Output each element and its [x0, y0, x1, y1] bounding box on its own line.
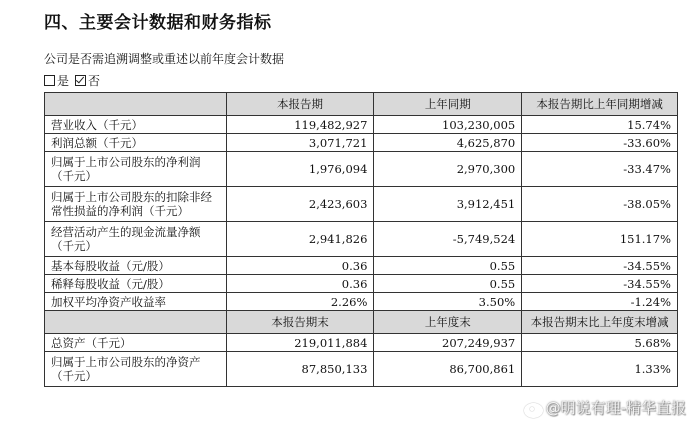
current-value: 0.36 — [226, 257, 374, 275]
current-value: 2.26% — [226, 293, 374, 311]
prior-value: 0.55 — [374, 257, 522, 275]
change-value: -34.55% — [522, 275, 678, 293]
prior-value: 207,249,937 — [374, 334, 522, 352]
table-row — [45, 152, 678, 187]
change-value: 5.68% — [522, 334, 678, 352]
current-value: 1,976,094 — [226, 152, 374, 187]
option-yes[interactable] — [44, 72, 69, 89]
financial-indicators-table — [44, 92, 678, 387]
table-row — [45, 352, 678, 387]
watermark — [523, 397, 686, 418]
table-row — [45, 134, 678, 152]
change-value: -1.24% — [522, 293, 678, 311]
row-label: 归属于上市公司股东的净资产（千元） — [45, 352, 227, 387]
change-value: -38.05% — [522, 187, 678, 222]
row-label: 稀释每股收益（元/股） — [45, 275, 227, 293]
table-row — [45, 334, 678, 352]
prior-value: -5,749,524 — [374, 222, 522, 257]
current-value: 219,011,884 — [226, 334, 374, 352]
prior-value: 103,230,005 — [374, 116, 522, 134]
change-value: 151.17% — [522, 222, 678, 257]
option-no-label: 否 — [88, 74, 101, 88]
table-row — [45, 187, 678, 222]
current-value: 87,850,133 — [226, 352, 374, 387]
row-label: 营业收入（千元） — [45, 116, 227, 134]
change-value: -33.60% — [522, 134, 678, 152]
change-value: -34.55% — [522, 257, 678, 275]
row-label: 归属于上市公司股东的扣除非经常性损益的净利润（千元） — [45, 187, 227, 222]
header-cell — [45, 93, 227, 116]
change-value: 1.33% — [522, 352, 678, 387]
change-value: -33.47% — [522, 152, 678, 187]
current-value: 2,423,603 — [226, 187, 374, 222]
prior-value: 86,700,861 — [374, 352, 522, 387]
row-label: 归属于上市公司股东的净利润（千元） — [45, 152, 227, 187]
table-row — [45, 116, 678, 134]
option-no[interactable] — [75, 72, 100, 89]
watermark-text: @明说有理-精华直报 — [545, 399, 686, 417]
row-label: 加权平均净资产收益率 — [45, 293, 227, 311]
restatement-question: 公司是否需追溯调整或重述以前年度会计数据 — [44, 52, 285, 66]
header-cell: 上年度末 — [374, 311, 522, 334]
prior-value: 2,970,300 — [374, 152, 522, 187]
prior-value: 3,912,451 — [374, 187, 522, 222]
header-cell: 本报告期末 — [226, 311, 374, 334]
weibo-icon — [523, 400, 543, 416]
header-cell: 本报告期末比上年度末增减 — [522, 311, 678, 334]
change-value: 15.74% — [522, 116, 678, 134]
table-row — [45, 222, 678, 257]
current-value: 119,482,927 — [226, 116, 374, 134]
section-title: 四、主要会计数据和财务指标 — [44, 13, 272, 33]
table-header-row — [45, 311, 678, 334]
row-label: 基本每股收益（元/股） — [45, 257, 227, 275]
table-header-row — [45, 93, 678, 116]
row-label: 利润总额（千元） — [45, 134, 227, 152]
header-cell: 本报告期比上年同期增减 — [522, 93, 678, 116]
checkbox-icon[interactable] — [44, 75, 55, 86]
current-value: 2,941,826 — [226, 222, 374, 257]
prior-value: 4,625,870 — [374, 134, 522, 152]
table-row — [45, 257, 678, 275]
current-value: 3,071,721 — [226, 134, 374, 152]
header-cell: 上年同期 — [374, 93, 522, 116]
row-label: 经营活动产生的现金流量净额（千元） — [45, 222, 227, 257]
prior-value: 3.50% — [374, 293, 522, 311]
table-row — [45, 293, 678, 311]
checked-checkbox-icon[interactable] — [75, 75, 86, 86]
table-row — [45, 275, 678, 293]
option-yes-label: 是 — [57, 74, 70, 88]
restatement-options — [44, 72, 104, 89]
header-cell: 本报告期 — [226, 93, 374, 116]
current-value: 0.36 — [226, 275, 374, 293]
header-cell — [45, 311, 227, 334]
prior-value: 0.55 — [374, 275, 522, 293]
row-label: 总资产（千元） — [45, 334, 227, 352]
